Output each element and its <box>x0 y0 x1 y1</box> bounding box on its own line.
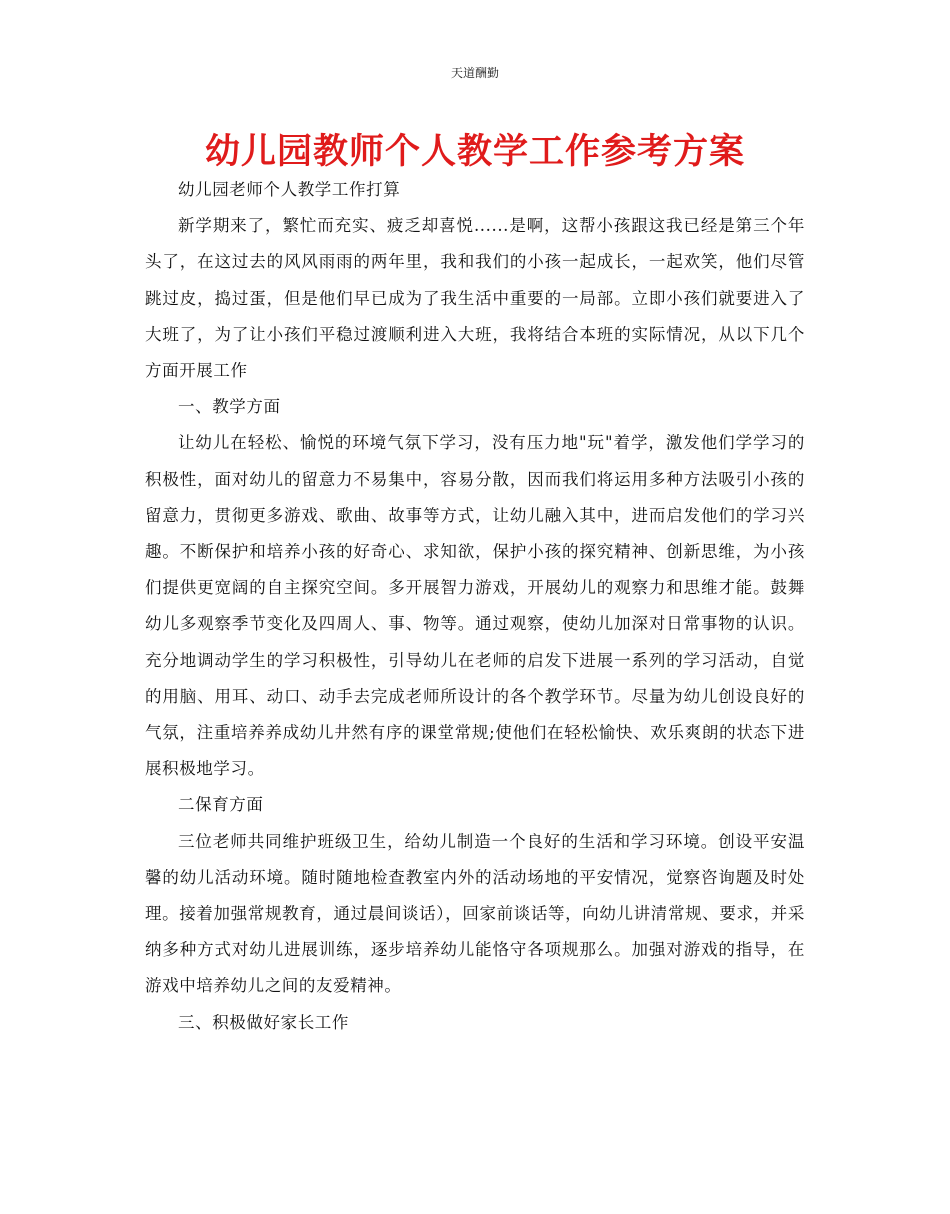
section-heading-parents: 三、积极做好家长工作 <box>178 1012 349 1032</box>
section-heading-teaching: 一、教学方面 <box>178 397 281 417</box>
document-body <box>145 172 805 1041</box>
care-paragraph: 三位老师共同维护班级卫生，给幼儿制造一个良好的生活和学习环境。创设平安温馨的幼儿活动环境。随时随地检查教室内外的活动场地的平安情况，觉察咨询题及时处理。接着加强常规教育，通过晨间谈话），回家前谈话等，向幼儿讲清常规、要求，并采纳多种方式对幼儿进展训练，逐步培养幼儿能恪守各项规那么。加强对游戏的指导，在游戏中培养幼儿之间的友爱精神。 <box>145 831 805 996</box>
section-heading-care: 二保育方面 <box>178 795 264 815</box>
intro-paragraph: 新学期来了，繁忙而充实、疲乏却喜悦......是啊，这帮小孩跟这我已经是第三个年头了，在这过去的风风雨雨的两年里，我和我们的小孩一起成长，一起欢笑，他们尽管跳过皮，捣过蛋，但是他们早已成为了我生活中重要的一局部。立即小孩们就要进入了大班了，为了让小孩们平稳过渡顺利进入大班，我将结合本班的实际情况，从以下几个方面开展工作 <box>145 216 805 381</box>
page-header: 天道酬勤 <box>450 66 499 80</box>
teaching-paragraph: 让幼儿在轻松、愉悦的环境气氛下学习，没有压力地"玩"着学，激发他们学学习的积极性，面对幼儿的留意力不易集中，容易分散，因而我们将运用多种方法吸引小孩的留意力，贯彻更多游戏、歌曲、故事等方式，让幼儿融入其中，进而启发他们的学习兴趣。不断保护和培养小孩的好奇心、求知欲，保护小孩的探究精神、创新思维，为小孩们提供更宽阔的自主探究空间。多开展智力游戏，开展幼儿的观察力和思维才能。鼓舞幼儿多观察季节变化及四周人、事、物等。通过观察，使幼儿加深对日常事物的认识。充分地调动学生的学习积极性，引导幼儿在老师的启发下进展一系列的学习活动，自觉的用脑、用耳、动口、动手去完成老师所设计的各个教学环节。尽量为幼儿创设良好的气氛，注重培养养成幼儿井然有序的课堂常规;使他们在轻松愉快、欢乐爽朗的状态下进展积极地学习。 <box>145 433 805 779</box>
subtitle-paragraph: 幼儿园老师个人教学工作打算 <box>178 180 401 199</box>
document-title: 幼儿园教师个人教学工作参考方案 <box>204 132 745 172</box>
